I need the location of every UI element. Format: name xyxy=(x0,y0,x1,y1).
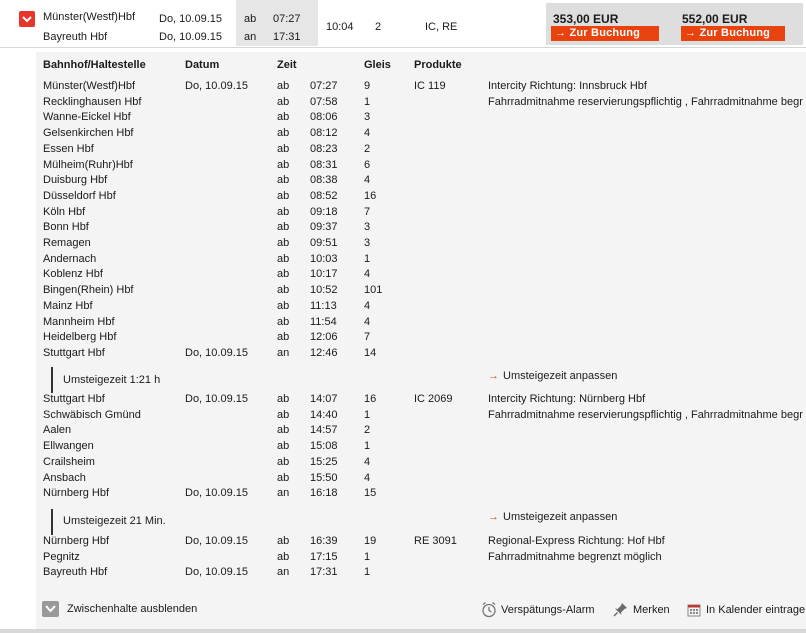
price-flex: 353,00 EUR xyxy=(553,12,619,26)
stop-track: 1 xyxy=(364,409,371,421)
stop-station[interactable]: Münster(Westf)Hbf xyxy=(43,80,136,92)
stop-type: ab xyxy=(277,456,290,468)
stop-type: ab xyxy=(277,143,290,155)
stop-station[interactable]: Köln Hbf xyxy=(43,206,86,218)
stop-type: ab xyxy=(277,221,290,233)
bicycle-info: Fahrradmitnahme reservierungspflichtig , Fahrradmitnahme begr xyxy=(488,409,803,421)
summary-from-station: Münster(Westf)Hbf xyxy=(43,11,136,23)
stop-station[interactable]: Pegnitz xyxy=(43,551,80,563)
stop-time: 14:57 xyxy=(310,424,338,436)
stop-type: ab xyxy=(277,393,290,405)
stop-track: 1 xyxy=(364,253,371,265)
stop-time: 14:07 xyxy=(310,393,338,405)
stop-date: Do, 10.09.15 xyxy=(185,535,248,547)
chevron-down-icon xyxy=(44,603,57,615)
stop-track: 9 xyxy=(364,80,371,92)
stop-time: 07:27 xyxy=(310,80,338,92)
stop-type: ab xyxy=(277,237,290,249)
summary-to-station: Bayreuth Hbf xyxy=(43,31,108,43)
transfer-time-1: Umsteigezeit 1:21 h xyxy=(63,374,161,386)
stop-track: 1 xyxy=(364,551,371,563)
stop-track: 7 xyxy=(364,331,371,343)
stop-type: ab xyxy=(277,127,290,139)
stop-track: 4 xyxy=(364,300,371,312)
stop-track: 2 xyxy=(364,424,371,436)
summary-dep-time: 07:27 xyxy=(273,13,301,25)
stop-track: 101 xyxy=(364,284,383,296)
stop-track: 1 xyxy=(364,440,371,452)
stop-station[interactable]: Mannheim Hbf xyxy=(43,316,115,328)
stop-station[interactable]: Essen Hbf xyxy=(43,143,94,155)
stop-type: ab xyxy=(277,331,290,343)
stop-station[interactable]: Schwäbisch Gmünd xyxy=(43,409,141,421)
stop-date: Do, 10.09.15 xyxy=(185,487,248,499)
remember-link[interactable]: Merken xyxy=(633,604,670,616)
stop-station[interactable]: Ansbach xyxy=(43,472,86,484)
stop-station[interactable]: Bingen(Rhein) Hbf xyxy=(43,284,134,296)
train-product[interactable]: IC 2069 xyxy=(414,393,453,405)
stop-time: 15:50 xyxy=(310,472,338,484)
stop-track: 4 xyxy=(364,174,371,186)
stop-time: 15:25 xyxy=(310,456,338,468)
stop-type: ab xyxy=(277,174,290,186)
stop-track: 3 xyxy=(364,237,371,249)
stop-time: 08:52 xyxy=(310,190,338,202)
stop-type: ab xyxy=(277,190,290,202)
stop-station[interactable]: Heidelberg Hbf xyxy=(43,331,117,343)
stop-type: ab xyxy=(277,300,290,312)
stop-station[interactable]: Aalen xyxy=(43,424,72,436)
stop-time: 07:58 xyxy=(310,96,338,108)
stop-time: 09:37 xyxy=(310,221,338,233)
stop-date: Do, 10.09.15 xyxy=(185,347,248,359)
stop-time: 17:31 xyxy=(310,566,338,578)
summary-arr-time: 17:31 xyxy=(273,31,301,43)
stop-type: ab xyxy=(277,424,290,436)
arrow-right-icon: → xyxy=(555,27,567,39)
delay-alarm-link[interactable]: Verspätungs-Alarm xyxy=(501,604,595,616)
col-header-date: Datum xyxy=(185,59,220,71)
stop-type: an xyxy=(277,347,290,359)
stop-track: 4 xyxy=(364,127,371,139)
stop-time: 16:18 xyxy=(310,487,338,499)
stop-station[interactable]: Duisburg Hbf xyxy=(43,174,108,186)
stop-station[interactable]: Bayreuth Hbf xyxy=(43,566,108,578)
stop-time: 16:39 xyxy=(310,535,338,547)
stop-track: 4 xyxy=(364,472,371,484)
train-direction-info: Intercity Richtung: Innsbruck Hbf xyxy=(488,80,647,92)
stop-time: 11:13 xyxy=(310,300,337,312)
stop-time: 09:51 xyxy=(310,237,338,249)
stop-station[interactable]: Gelsenkirchen Hbf xyxy=(43,127,134,139)
chevron-down-icon xyxy=(21,13,33,25)
adjust-transfer-time-link-2[interactable]: Umsteigezeit anpassen xyxy=(503,511,618,523)
stop-track: 3 xyxy=(364,111,371,123)
stop-time: 11:54 xyxy=(310,316,337,328)
stop-type: ab xyxy=(277,268,290,280)
stop-type: ab xyxy=(277,159,290,171)
stop-station[interactable]: Wanne-Eickel Hbf xyxy=(43,111,131,123)
collapse-toggle[interactable] xyxy=(19,11,35,27)
stop-station[interactable]: Remagen xyxy=(43,237,91,249)
adjust-transfer-time-link-1[interactable]: Umsteigezeit anpassen xyxy=(503,370,618,382)
stop-track: 16 xyxy=(364,190,377,202)
stop-track: 6 xyxy=(364,159,371,171)
stop-type: ab xyxy=(277,551,290,563)
price-first-class: 552,00 EUR xyxy=(682,12,748,26)
stop-station[interactable]: Mülheim(Ruhr)Hbf xyxy=(43,159,133,171)
stop-time: 08:31 xyxy=(310,159,338,171)
stop-track: 14 xyxy=(364,347,377,359)
stop-type: ab xyxy=(277,409,290,421)
hide-intermediate-stops-link[interactable]: Zwischenhalte ausblenden xyxy=(67,603,198,615)
stop-type: ab xyxy=(277,111,290,123)
transfer-time-2: Umsteigezeit 21 Min. xyxy=(63,515,166,527)
summary-changes: 2 xyxy=(375,21,382,33)
stop-station[interactable]: Koblenz Hbf xyxy=(43,268,103,280)
stop-type: ab xyxy=(277,206,290,218)
stop-station[interactable]: Crailsheim xyxy=(43,456,95,468)
stop-type: ab xyxy=(277,284,290,296)
col-header-track: Gleis xyxy=(364,59,391,71)
stop-type: an xyxy=(277,566,290,578)
stop-type: ab xyxy=(277,440,290,452)
stop-time: 08:23 xyxy=(310,143,338,155)
stop-time: 14:40 xyxy=(310,409,338,421)
stop-type: ab xyxy=(277,253,290,265)
stop-station[interactable]: Stuttgart Hbf xyxy=(43,347,105,359)
arrow-right-icon: → xyxy=(488,370,499,382)
stop-station[interactable]: Nürnberg Hbf xyxy=(43,487,110,499)
summary-duration: 10:04 xyxy=(326,21,354,33)
stop-station[interactable]: Recklinghausen Hbf xyxy=(43,96,142,108)
stop-track: 1 xyxy=(364,566,371,578)
col-header-station: Bahnhof/Haltestelle xyxy=(43,59,146,71)
book-button-label: Zur Buchung xyxy=(569,27,641,39)
summary-dep-type: ab xyxy=(244,13,257,25)
bicycle-info: Fahrradmitnahme reservierungspflichtig , Fahrradmitnahme begr xyxy=(488,96,803,108)
alarm-clock-icon[interactable] xyxy=(481,601,497,618)
hide-intermediate-stops-toggle[interactable] xyxy=(42,601,59,617)
stop-station[interactable]: Stuttgart Hbf xyxy=(43,393,105,405)
stop-station[interactable]: Mainz Hbf xyxy=(43,300,93,312)
train-product[interactable]: RE 3091 xyxy=(414,535,457,547)
transfer-divider xyxy=(51,509,53,535)
stop-type: an xyxy=(277,487,290,499)
bicycle-info: Fahrradmitnahme begrenzt möglich xyxy=(488,551,662,563)
stop-time: 08:12 xyxy=(310,127,338,139)
connection-summary xyxy=(0,0,806,48)
stop-type: ab xyxy=(277,96,290,108)
stop-date: Do, 10.09.15 xyxy=(185,393,248,405)
stop-time: 08:38 xyxy=(310,174,338,186)
stop-time: 17:15 xyxy=(310,551,338,563)
stop-track: 1 xyxy=(364,96,371,108)
summary-arr-date: Do, 10.09.15 xyxy=(159,31,222,43)
calendar-icon[interactable] xyxy=(687,603,701,617)
stop-track: 19 xyxy=(364,535,377,547)
stop-time: 12:46 xyxy=(310,347,338,359)
stop-track: 7 xyxy=(364,206,371,218)
stop-date: Do, 10.09.15 xyxy=(185,566,248,578)
stop-type: ab xyxy=(277,472,290,484)
stop-type: ab xyxy=(277,316,290,328)
summary-products: IC, RE xyxy=(425,21,458,33)
stop-date: Do, 10.09.15 xyxy=(185,80,248,92)
transfer-divider xyxy=(51,367,53,393)
book-button-2[interactable] xyxy=(681,26,785,41)
stop-station[interactable]: Düsseldorf Hbf xyxy=(43,190,116,202)
stop-time: 10:52 xyxy=(310,284,338,296)
summary-dep-date: Do, 10.09.15 xyxy=(159,13,222,25)
stop-track: 4 xyxy=(364,268,371,280)
train-direction-info: Regional-Express Richtung: Hof Hbf xyxy=(488,535,665,547)
stop-station[interactable]: Ellwangen xyxy=(43,440,94,452)
stop-track: 15 xyxy=(364,487,377,499)
stop-station[interactable]: Andernach xyxy=(43,253,97,265)
stop-time: 15:08 xyxy=(310,440,338,452)
summary-arr-type: an xyxy=(244,31,257,43)
book-button-label: Zur Buchung xyxy=(699,27,771,39)
stop-time: 10:03 xyxy=(310,253,338,265)
pin-icon[interactable] xyxy=(613,602,628,617)
panel-bottom-edge xyxy=(0,629,806,633)
stop-track: 3 xyxy=(364,221,371,233)
train-direction-info: Intercity Richtung: Nürnberg Hbf xyxy=(488,393,646,405)
arrow-right-icon: → xyxy=(488,511,499,523)
stop-time: 10:17 xyxy=(310,268,338,280)
stop-track: 2 xyxy=(364,143,371,155)
book-button-1[interactable] xyxy=(551,26,659,41)
stop-track: 4 xyxy=(364,316,371,328)
stop-type: ab xyxy=(277,535,290,547)
stop-station[interactable]: Bonn Hbf xyxy=(43,221,89,233)
arrow-right-icon: → xyxy=(685,27,697,39)
stop-track: 16 xyxy=(364,393,377,405)
stop-type: ab xyxy=(277,80,290,92)
stop-time: 09:18 xyxy=(310,206,338,218)
col-header-products: Produkte xyxy=(414,59,462,71)
stop-time: 12:06 xyxy=(310,331,338,343)
col-header-time: Zeit xyxy=(277,59,297,71)
stop-time: 08:06 xyxy=(310,111,338,123)
stop-track: 4 xyxy=(364,456,371,468)
add-to-calendar-link[interactable]: In Kalender eintrage xyxy=(706,604,806,616)
stop-station[interactable]: Nürnberg Hbf xyxy=(43,535,110,547)
train-product[interactable]: IC 119 xyxy=(414,80,446,92)
